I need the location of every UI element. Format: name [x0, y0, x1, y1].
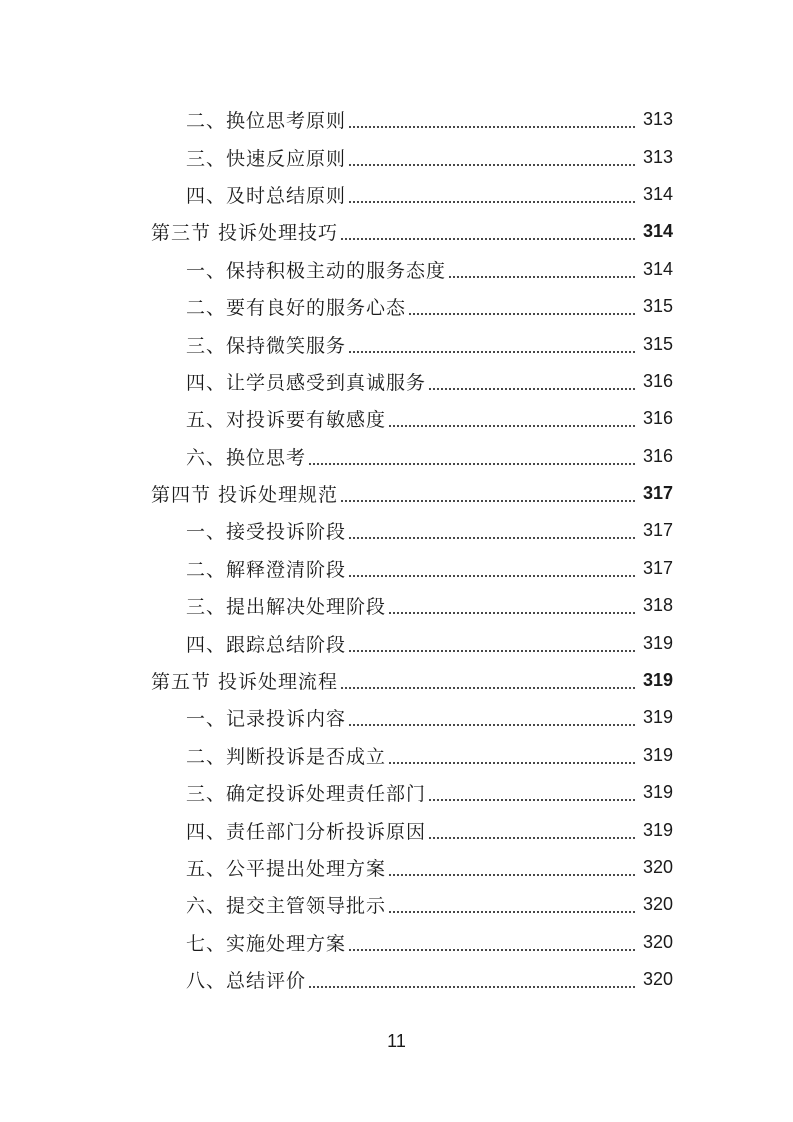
toc-entry-page: 317 [642, 557, 673, 578]
toc-entry-page: 316 [642, 370, 673, 391]
toc-entry-page: 314 [642, 221, 673, 242]
toc-entry-title: 八、总结评价 [186, 970, 307, 993]
toc-entry-page: 315 [642, 333, 673, 354]
toc-entry-page: 317 [642, 483, 673, 504]
toc-entry-page: 313 [642, 146, 673, 167]
toc-entry-title: 三、保持微笑服务 [186, 334, 347, 357]
toc-entry-page: 315 [642, 296, 673, 317]
toc-entry-title: 第五节 投诉处理流程 [151, 671, 339, 694]
toc-entry[interactable] [0, 587, 793, 624]
toc-entry-title: 三、提出解决处理阶段 [186, 596, 387, 619]
dot-leader [348, 148, 636, 167]
toc-entry-page: 319 [642, 670, 673, 691]
dot-leader [348, 634, 636, 653]
dot-leader [348, 110, 636, 129]
toc-entry-page: 320 [642, 969, 673, 990]
toc-entry-page: 319 [642, 744, 673, 765]
dot-leader [348, 708, 636, 727]
toc-entry-title: 四、及时总结原则 [186, 184, 347, 207]
dot-leader [388, 596, 636, 615]
toc-section-entry[interactable] [0, 213, 793, 250]
dot-leader [348, 521, 636, 540]
toc-entry-page: 320 [642, 894, 673, 915]
toc-entry[interactable] [0, 438, 793, 475]
toc-entry-title: 七、实施处理方案 [186, 932, 347, 955]
toc-entry-page: 319 [642, 632, 673, 653]
dot-leader [348, 559, 636, 578]
toc-entry[interactable] [0, 849, 793, 886]
toc-entry[interactable] [0, 737, 793, 774]
toc-entry[interactable] [0, 288, 793, 325]
toc-entry[interactable] [0, 363, 793, 400]
toc-entry-page: 313 [642, 109, 673, 130]
dot-leader [448, 260, 636, 279]
toc-entry-title: 二、解释澄清阶段 [186, 558, 347, 581]
toc-entry-title: 六、提交主管领导批示 [186, 895, 387, 918]
dot-leader [340, 671, 636, 690]
dot-leader [428, 821, 636, 840]
toc-entry-title: 二、换位思考原则 [186, 110, 347, 133]
toc-entry[interactable] [0, 774, 793, 811]
dot-leader [408, 297, 636, 316]
toc-entry[interactable] [0, 251, 793, 288]
toc-entry-page: 318 [642, 595, 673, 616]
toc-entry[interactable] [0, 325, 793, 362]
toc-entry-page: 316 [642, 445, 673, 466]
toc-entry[interactable] [0, 886, 793, 923]
toc-entry-page: 320 [642, 931, 673, 952]
toc-entry-title: 一、保持积极主动的服务态度 [186, 259, 447, 282]
toc-entry[interactable] [0, 550, 793, 587]
dot-leader [348, 933, 636, 952]
toc-entry-page: 320 [642, 857, 673, 877]
toc-entry[interactable] [0, 400, 793, 437]
toc-entry-title: 二、判断投诉是否成立 [186, 745, 387, 768]
toc-entry-title: 一、接受投诉阶段 [186, 521, 347, 544]
toc-section-entry[interactable] [0, 662, 793, 699]
dot-leader [308, 970, 636, 989]
toc-entry[interactable] [0, 961, 793, 998]
toc-entry-page: 317 [642, 520, 673, 541]
dot-leader [340, 222, 636, 241]
toc-section-entry[interactable] [0, 475, 793, 512]
toc-entry-page: 319 [642, 707, 673, 728]
toc-entry-title: 一、记录投诉内容 [186, 708, 347, 731]
dot-leader [388, 409, 636, 428]
toc-entry-title: 四、责任部门分析投诉原因 [186, 820, 427, 843]
toc-entry-page: 314 [642, 258, 673, 279]
toc-entry-title: 四、跟踪总结阶段 [186, 633, 347, 656]
page-number: 11 [387, 1031, 406, 1051]
toc-entry[interactable] [0, 699, 793, 736]
toc-entry-title: 六、换位思考 [186, 446, 307, 469]
toc-entry[interactable] [0, 811, 793, 848]
toc-entry-title: 第三节 投诉处理技巧 [151, 222, 339, 245]
dot-leader [348, 335, 636, 354]
dot-leader [388, 858, 636, 877]
dot-leader [428, 783, 636, 802]
toc-entry-title: 三、快速反应原则 [186, 147, 347, 170]
toc-entry[interactable] [0, 101, 793, 138]
toc-entry-title: 第四节 投诉处理规范 [151, 484, 339, 507]
dot-leader [428, 372, 636, 391]
toc-entry[interactable] [0, 624, 793, 661]
toc-entry[interactable] [0, 176, 793, 213]
table-of-contents [0, 101, 793, 998]
toc-entry-page: 314 [642, 183, 673, 204]
toc-entry[interactable] [0, 512, 793, 549]
toc-entry[interactable] [0, 138, 793, 175]
toc-entry-title: 二、要有良好的服务心态 [186, 297, 407, 320]
dot-leader [348, 185, 636, 204]
toc-entry-title: 四、让学员感受到真诚服务 [186, 371, 427, 394]
dot-leader [308, 447, 636, 466]
dot-leader [340, 484, 636, 503]
toc-entry-page: 319 [642, 782, 673, 803]
toc-entry-title: 三、确定投诉处理责任部门 [186, 783, 427, 806]
toc-entry[interactable] [0, 924, 793, 961]
toc-entry-title: 五、公平提出处理方案 [186, 858, 387, 880]
toc-entry-page: 319 [642, 819, 673, 840]
toc-entry-page: 316 [642, 408, 673, 429]
dot-leader [388, 895, 636, 914]
toc-entry-title: 五、对投诉要有敏感度 [186, 409, 387, 432]
dot-leader [388, 746, 636, 765]
